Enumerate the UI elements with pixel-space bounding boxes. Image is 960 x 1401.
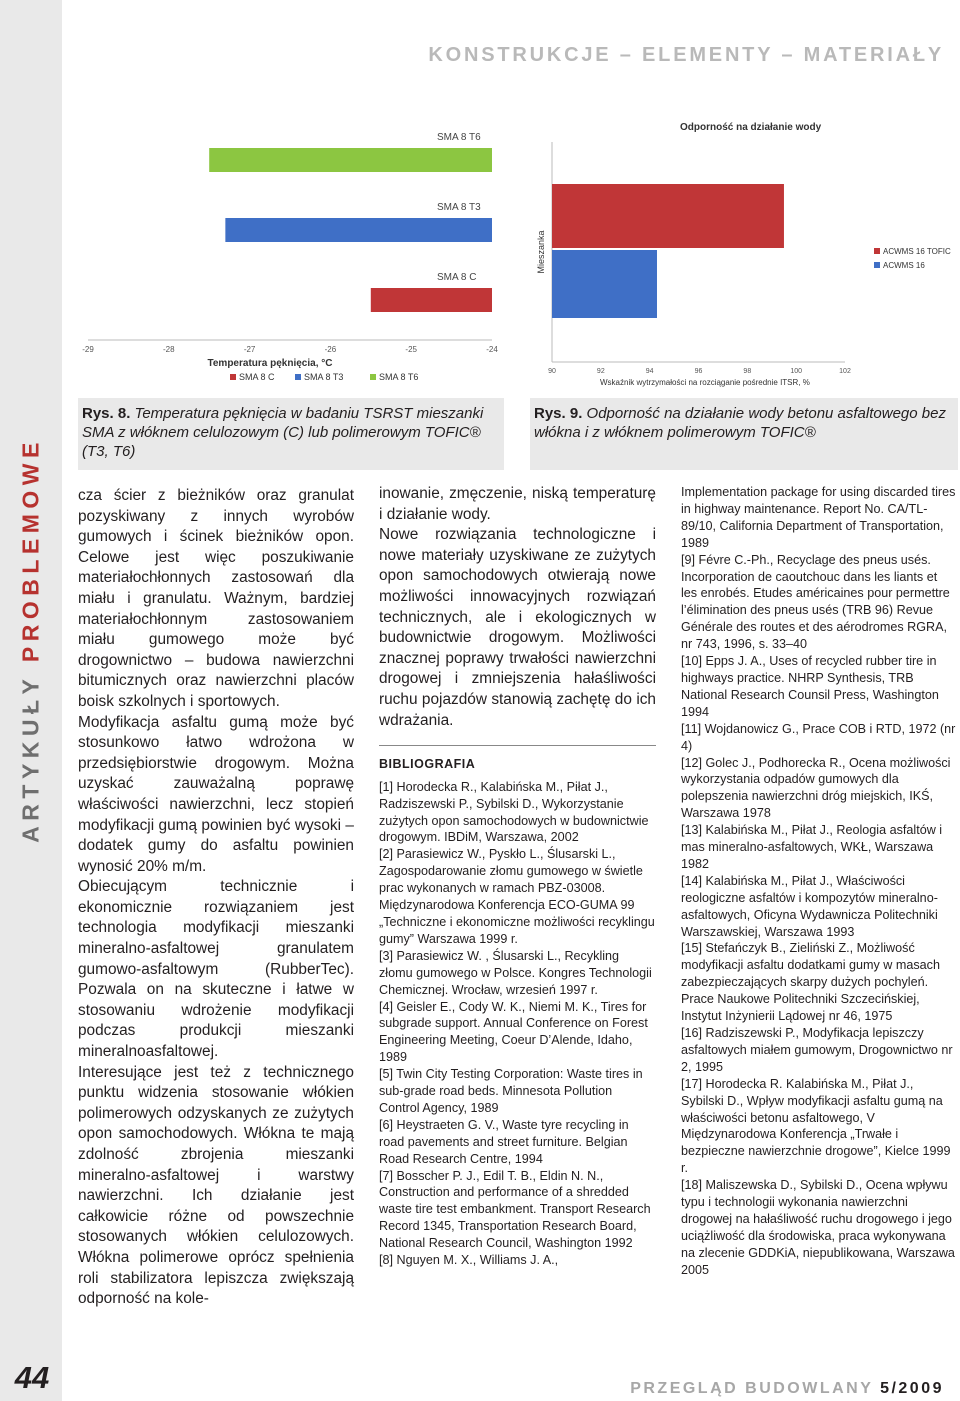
bar-acwms-16 xyxy=(552,250,657,318)
reference-item: [13] Kalabińska M., Piłat J., Reologia asfaltów i mas mineralno-asfaltowych, WKŁ, Warszawa 1982 xyxy=(681,823,943,871)
reference-item: [14] Kalabińska M., Piłat J., Właściwości reologiczne asfaltów i kompozytów mineralno-asfaltowych, Oficyna Wydawnicza Politechniki Warszawskiej, Warszawa 1993 xyxy=(681,873,938,939)
bar-label: SMA 8 C xyxy=(437,272,477,283)
paragraph: Nowe rozwiązania technologiczne i nowe materiały uzyskiwane ze zużytych opon samochodowych otwierają nowe możliwości innowacyjnych rozwiązań technicznych, ale i ekologicznych w budownictwie drogowym. Możliwości znacznej poprawy trwałości nawierzchni drogowej i zmniejszenia hałaśliwości ruchu pojazdów stanowią zachętę do ich wdrażania. xyxy=(379,526,656,729)
legend-swatch xyxy=(874,248,880,254)
figure-9-number: Rys. 9. xyxy=(534,405,583,422)
reference-item: [18] Maliszewska D., Sybilski D., Ocena wpływu typu i technologii wykonania nawierzchni drogowej na hałaśliwość ruchu drogowego i jego uciążliwość dla środowiska, praca wykonywana na zlecenie GDDKiA, niepublikowana, Warszawa 2005 xyxy=(681,1178,955,1277)
x-tick-label: 96 xyxy=(694,368,703,375)
reference-column-3 xyxy=(681,484,956,1279)
x-tick-label: -24 xyxy=(486,345,498,354)
page-number: 44 xyxy=(14,1360,50,1395)
running-header: KONSTRUKCJE – ELEMENTY – MATERIAŁY xyxy=(428,44,944,66)
figure-9-caption-text: Odporność na działanie wody betonu asfaltowego bez włókna i z włóknem polimerowym TOFIC® xyxy=(534,405,946,441)
issue-number: 5/2009 xyxy=(880,1380,944,1397)
figure-8-chart xyxy=(80,110,505,390)
x-tick-label: -28 xyxy=(163,345,175,354)
divider xyxy=(379,745,656,746)
paragraph: Modyfikacja asfaltu gumą może być stosunkowo łatwo wdrożona w przedsiębiorstwie drogowym. Można uzyskać zauważalną poprawę właściwości nawierzchni, lecz stopień modyfikacji gumą powinien być wysoki – dodatek gumy do asfaltu powinien wynosić 20% m/m. xyxy=(78,713,354,875)
bar-sma-8-t6 xyxy=(209,148,492,172)
figure-8-caption-text: Temperatura pęknięcia w badaniu TSRST mieszanki SMA z włóknem celulozowym (C) lub polimerowym TOFIC® (T3, T6) xyxy=(82,405,484,460)
x-axis-title: Wskaźnik wytrzymałości na rozciąganie pośrednie ITSR, % xyxy=(600,378,810,387)
reference-item: [10] Epps J. A., Uses of recycled rubber tire in highways practice. NHRP Synthesis, TRB National Research Counsil Press, Washington 1994 xyxy=(681,654,939,719)
figure-8-caption xyxy=(78,398,504,470)
reference-item: [3] Parasiewicz W. , Ślusarski L., Recykling złomu gumowego w Polsce. Kongres Technologii Chemicznej. Wrocław, wrzesień 1997 r. xyxy=(379,948,652,997)
bar-sma-8-c xyxy=(371,288,492,312)
figure-9-caption xyxy=(530,398,958,470)
chart-title: Odporność na działanie wody xyxy=(680,122,822,133)
paragraph: inowanie, zmęczenie, niską temperaturę i działanie wody. xyxy=(379,485,656,523)
sidebar-band xyxy=(0,0,62,1401)
running-footer xyxy=(630,1380,944,1398)
reference-item: [5] Twin City Testing Corporation: Waste tires in sub-grade road beds. Minnesota Pollution Control Agency, 1989 xyxy=(379,1067,643,1115)
x-tick-label: -25 xyxy=(405,345,417,354)
x-tick-label: -27 xyxy=(243,345,256,354)
reference-item: [12] Golec J., Podhorecka R., Ocena możliwości wykorzystania odpadów gumowych dla polepszenia nawierzchni dróg miejskich, IKŚ, Warszawa 1978 xyxy=(681,755,951,821)
reference-item: [17] Horodecka R. Kalabińska M., Piłat J., Sybilski D., Wpływ modyfikacji asfaltu gumą na właściwości betonu asfaltowego, V Międzynarodowa Konferencja „Trwałe i bezpieczne nawierzchnie drogowe”, Kielce 1999 r. xyxy=(681,1076,951,1176)
reference-item: [9] Févre C.-Ph., Recyclage des pneus usés. Incorporation de caoutchouc dans les liants et les enrobés. Etudes américaines pour permettre l’élimination des pneus usés (TRB 96) Revue Générale des routes et des aérodromes RGRA, nr 743, 1996, s. 33–40 xyxy=(681,552,950,652)
x-tick-label: 100 xyxy=(790,368,803,375)
bar-acwms-16-tofic xyxy=(552,184,784,248)
legend-label: SMA 8 C xyxy=(239,372,275,382)
reference-item: [16] Radziszewski P., Modyfikacja lepiszczy asfaltowych miałem gumowym, Drogownictwo nr 2, 1995 xyxy=(681,1026,953,1074)
reference-item: [6] Heystraeten G. V., Waste tyre recycling in road pavements and street furniture. Belgian Road Research Centre, 1994 xyxy=(379,1117,629,1166)
x-tick-label: -26 xyxy=(324,345,337,354)
reference-item: [1] Horodecka R., Kalabińska M., Piłat J., Radziszewski P., Sybilski D., Wykorzystanie zużytych opon samochodowych w budownictwie drogowym. IBDiM, Warszawa, 2002 xyxy=(379,779,649,845)
y-axis-title: Mieszanka xyxy=(536,230,546,274)
x-tick-label: 90 xyxy=(548,368,556,375)
body-column-2 xyxy=(379,484,656,1269)
journal-name: PRZEGLĄD BUDOWLANY xyxy=(630,1380,881,1397)
paragraph: Obiecującym technicznie i ekonomicznie rozwiązaniem jest technologia modyfikacji mieszanki mineralno-asfaltowej granulatem gumowo-asfaltowym (RubberTec). Pozwala on na skuteczne i łatwe w stosowaniu wdrożenie modyfikacji podczas produkcji mieszanki mineralnoasfaltowej. xyxy=(78,878,354,1061)
reference-item: [2] Parasiewicz W., Pyskło L., Ślusarski L., Zagospodarowanie złomu gumowego w świetle prac wykonanych w ramach PBZ-03008. Międzynarodowa Konferencja ECO-GUMA 99 „Techniczne i ekonomiczne możliwości recyklingu gumy” Warszawa 1999 r. xyxy=(379,847,655,946)
reference-item: [11] Wojdanowicz G., Prace COB i RTD, 1972 (nr 4) xyxy=(681,721,956,753)
x-tick-label: 102 xyxy=(839,368,851,375)
legend-swatch xyxy=(874,262,880,268)
reference-item: [7] Bosscher P. J., Edil T. B., Eldin N. N., Construction and performance of a shredded waste tire test embankment. Transport Research Record 1345, Transportation Research Board, National Research Council, Washington 1992 xyxy=(379,1168,651,1251)
reference-list xyxy=(379,779,656,1269)
body-column-1 xyxy=(78,486,354,1310)
bar-sma-8-t3 xyxy=(225,218,492,242)
reference-item: [8] Nguyen M. X., Williams J. A., xyxy=(379,1253,559,1268)
legend-swatch xyxy=(295,374,301,380)
x-tick-label: 92 xyxy=(596,368,605,375)
paragraph: Interesujące jest też z technicznego punktu widzenia stosowanie włókien polimerowych odzyskanych ze zużytych opon samochodowych. Włókna te mają zdolność zbrojenia mieszanki mineralno-asfaltowej i warstwy nawierzchni. Ich działanie jest całkowicie różne od powszechnie stosowanych włókien celulozowych. Włókna polimerowe oprócz spełnienia roli stabilizatora lepiszcza zwiększają odporność na kole- xyxy=(78,1063,354,1308)
x-tick-label: 98 xyxy=(743,368,752,375)
section-label: ARTYKUŁY PROBLEMOWE xyxy=(17,437,44,843)
x-axis-title: Temperatura pęknięcia, °C xyxy=(207,358,333,369)
figure-9-chart xyxy=(530,112,960,394)
legend-label: SMA 8 T3 xyxy=(304,372,344,382)
reference-item: [4] Geisler E., Cody W. K., Niemi M. K., Tires for subgrade support. Annual Conference on Forest Engineering Meeting, Coeur D’Alende, Idaho, 1989 xyxy=(379,999,648,1065)
figure-8-number: Rys. 8. xyxy=(82,405,131,422)
legend-label: SMA 8 T6 xyxy=(379,372,419,382)
paragraph: cza ścier z bieżników oraz granulat pozyskiwany z innych wyrobów gumowych i ścinek bieżników opon. Celowe jest więc poszukiwanie materiałochłonnych zastosowań dla miału i granulatu. Ważnym, bardziej materiałochłonnym zastosowaniem miału gumowego może być drogownictwo – budowa nawierzchni bitumicznych oraz nawierzchni placów boisk szkolnych i sportowych. xyxy=(78,487,354,710)
legend-label: ACWMS 16 xyxy=(883,261,925,270)
legend-swatch xyxy=(370,374,376,380)
bibliography-heading: BIBLIOGRAFIA xyxy=(379,757,476,772)
legend-swatch xyxy=(230,374,236,380)
bar-label: SMA 8 T3 xyxy=(437,202,481,213)
reference-item: [15] Stefańczyk B., Zieliński Z., Możliwość modyfikacji asfaltu dodatkami gumy w masach zabezpieczających skarpy dużych pochyleń. Prace Naukowe Politechniki Szczecińskiej, Instytut Inżynierii Lądowej nr 46, 1975 xyxy=(681,941,940,1024)
reference-item: Implementation package for using discarded tires in highway maintenance. Report No. CA/TL-89/10, California Department of Transportation, 1989 xyxy=(681,485,956,550)
x-tick-label: 94 xyxy=(645,368,654,375)
bar-label: SMA 8 T6 xyxy=(437,132,481,143)
legend-label: ACWMS 16 TOFIC xyxy=(883,247,951,256)
x-tick-label: -29 xyxy=(82,345,94,354)
